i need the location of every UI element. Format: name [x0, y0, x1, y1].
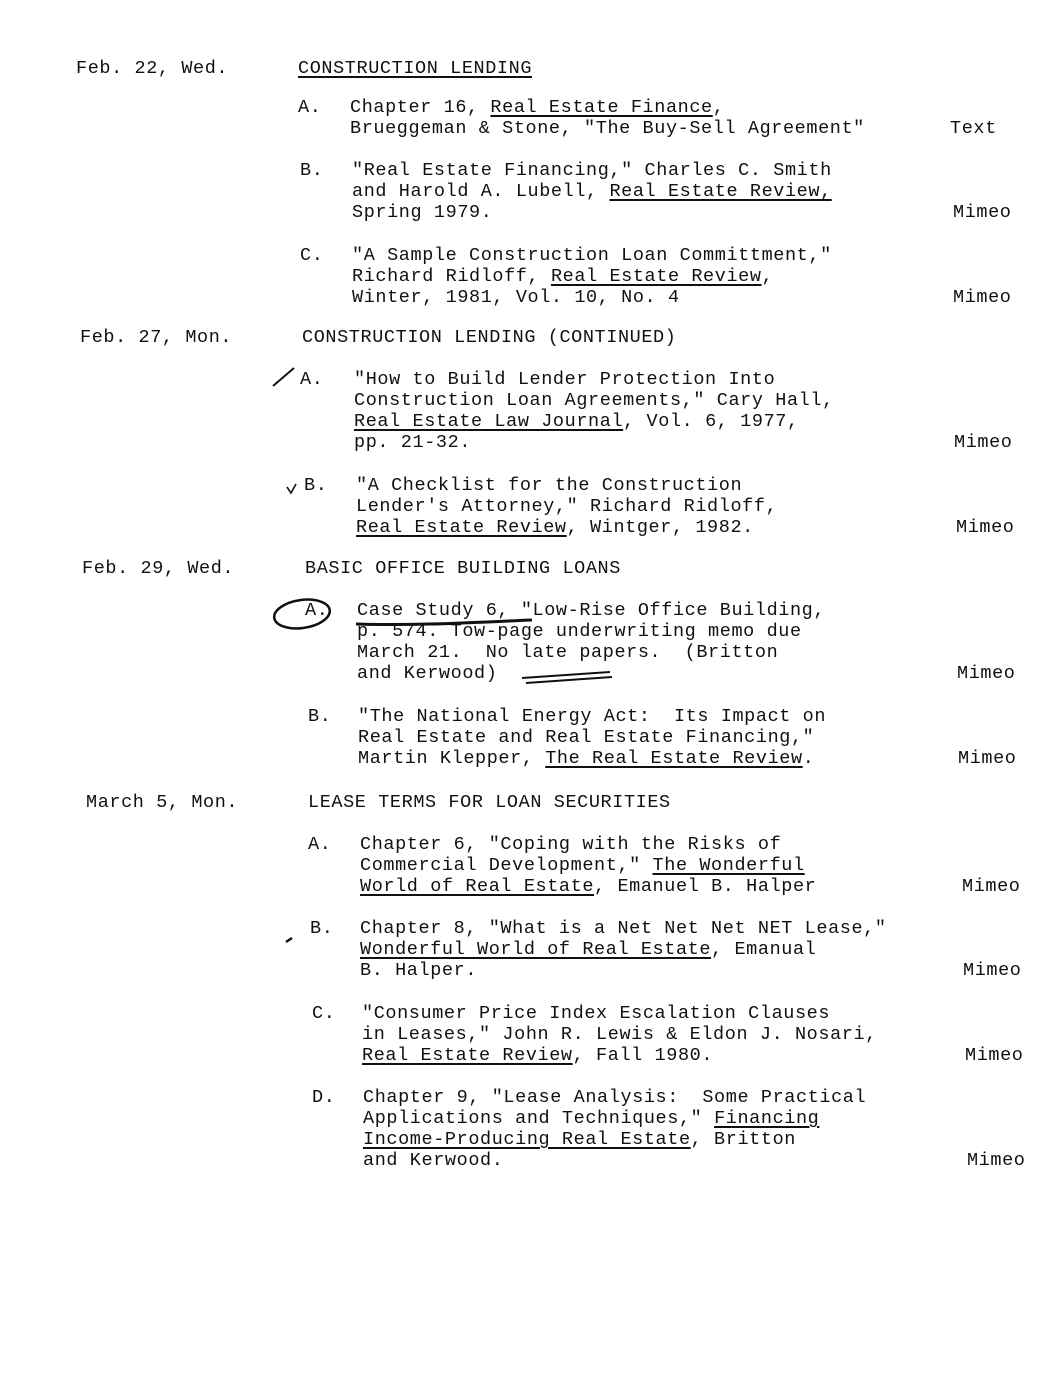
item-letter: D. [312, 1087, 336, 1108]
citation-text: and Harold A. Lubell, [352, 181, 610, 202]
source-type: Mimeo [965, 1045, 1024, 1066]
citation-line [360, 960, 477, 981]
citation-text: , [761, 266, 774, 287]
citation-line [352, 181, 832, 202]
source-type: Mimeo [962, 876, 1021, 897]
citation-title: Income-Producing Real Estate [363, 1129, 691, 1150]
citation-title: Real Estate Review [550, 266, 762, 287]
citation-text: Case Study 6, "Low-Rise Office Building, [357, 600, 826, 621]
citation-line [363, 1087, 866, 1108]
source-type: Mimeo [953, 202, 1012, 223]
citation-text: "A Checklist for the Construction [356, 475, 743, 496]
citation-line [358, 706, 826, 727]
citation-text: , Fall 1980. [572, 1045, 714, 1066]
source-type: Mimeo [956, 517, 1015, 538]
citation-line [360, 834, 781, 855]
citation-title: Real Estate Review, [609, 181, 832, 202]
source-type: Text [950, 118, 997, 139]
citation-line [362, 1003, 830, 1024]
citation-line [354, 411, 799, 432]
citation-text: . [802, 748, 815, 769]
citation-title: The Real Estate Review [545, 748, 803, 769]
citation-line [358, 727, 814, 748]
citation-text: and Kerwood) [357, 663, 498, 684]
citation-text: "Consumer Price Index Escalation Clauses [362, 1003, 831, 1024]
citation-text: in Leases," John R. Lewis & Eldon J. Nosari, [362, 1024, 877, 1045]
citation-line [356, 517, 754, 538]
citation-text: Construction Loan Agreements," Cary Hall, [354, 390, 834, 411]
item-letter: A. [300, 369, 324, 390]
source-type: Mimeo [954, 432, 1013, 453]
citation-text: Chapter 9, "Lease Analysis: Some Practical [363, 1087, 867, 1108]
source-type: Mimeo [957, 663, 1016, 684]
item-letter: B. [300, 160, 324, 181]
item-letter: B. [310, 918, 334, 939]
citation-line [352, 287, 680, 308]
item-letter: C. [300, 245, 324, 266]
item-letter: A. [298, 97, 322, 118]
citation-title: Real Estate Review [362, 1045, 573, 1066]
citation-line [357, 663, 497, 684]
session-topic: CONSTRUCTION LENDING (CONTINUED) [302, 327, 677, 348]
citation-text: "The National Energy Act: Its Impact on [358, 706, 827, 727]
source-type: Mimeo [958, 748, 1017, 769]
citation-text: , [712, 97, 725, 118]
citation-text: , Wintger, 1982. [566, 517, 754, 538]
citation-text: B. Halper. [360, 960, 478, 981]
citation-line [352, 266, 773, 287]
citation-text: Brueggeman & Stone, "The Buy-Sell Agreement" [350, 118, 865, 139]
citation-line [352, 160, 832, 181]
citation-line [360, 939, 816, 960]
session-date: Feb. 22, Wed. [76, 58, 229, 79]
item-letter: C. [312, 1003, 336, 1024]
citation-line [356, 475, 742, 496]
citation-title: Real Estate Law Journal [354, 411, 624, 432]
citation-title: Real Estate Finance [490, 97, 713, 118]
citation-line [362, 1024, 877, 1045]
citation-line [352, 245, 832, 266]
citation-line [357, 642, 778, 663]
citation-text: p. 574. Tow-page underwriting memo due [357, 621, 802, 642]
session-topic: LEASE TERMS FOR LOAN SECURITIES [308, 792, 671, 813]
citation-text: Applications and Techniques," [363, 1108, 715, 1129]
citation-text: , Britton [690, 1129, 796, 1150]
item-letter: B. [308, 706, 332, 727]
item-letter: A. [305, 600, 329, 621]
citation-line [357, 600, 825, 621]
citation-title: Real Estate Review [356, 517, 567, 538]
source-type: Mimeo [963, 960, 1022, 981]
citation-title: Financing [714, 1108, 820, 1129]
session-topic: BASIC OFFICE BUILDING LOANS [305, 558, 621, 579]
item-letter: B. [304, 475, 328, 496]
session-date: Feb. 27, Mon. [80, 327, 233, 348]
citation-text: Chapter 6, "Coping with the Risks of [360, 834, 782, 855]
citation-title: Wonderful World of Real Estate [360, 939, 712, 960]
citation-text: Richard Ridloff, [352, 266, 551, 287]
citation-text: Spring 1979. [352, 202, 493, 223]
source-type: Mimeo [953, 287, 1012, 308]
session-date: March 5, Mon. [86, 792, 239, 813]
citation-text: Chapter 16, [350, 97, 491, 118]
citation-line [363, 1108, 819, 1129]
citation-text: "How to Build Lender Protection Into [354, 369, 776, 390]
citation-line [360, 876, 816, 897]
citation-line [354, 369, 775, 390]
citation-text: Lender's Attorney," Richard Ridloff, [356, 496, 778, 517]
citation-text: March 21. No late papers. (Britton [357, 642, 779, 663]
session-topic: CONSTRUCTION LENDING [298, 58, 533, 79]
citation-line [362, 1045, 713, 1066]
citation-title: World of Real Estate [360, 876, 595, 897]
citation-line [360, 855, 805, 876]
citation-line [363, 1129, 796, 1150]
citation-text: Winter, 1981, Vol. 10, No. 4 [352, 287, 680, 308]
tick-mark [286, 938, 292, 942]
citation-text: Chapter 8, "What is a Net Net Net NET Lease," [360, 918, 887, 939]
citation-line [350, 118, 865, 139]
citation-line [354, 390, 834, 411]
citation-line [360, 918, 887, 939]
citation-text: pp. 21-32. [354, 432, 472, 453]
check-mark-small [287, 484, 296, 493]
citation-text: , Vol. 6, 1977, [623, 411, 799, 432]
citation-text: , Emanual [711, 939, 817, 960]
source-type: Mimeo [967, 1150, 1026, 1171]
citation-line [357, 621, 802, 642]
citation-text: and Kerwood. [363, 1150, 504, 1171]
item-letter: A. [308, 834, 332, 855]
citation-line [354, 432, 471, 453]
citation-line [363, 1150, 503, 1171]
citation-text: Real Estate and Real Estate Financing," [358, 727, 815, 748]
citation-text: Commercial Development," [360, 855, 653, 876]
check-mark-slash [273, 368, 294, 386]
citation-title: The Wonderful [652, 855, 805, 876]
citation-line [350, 97, 724, 118]
citation-line [352, 202, 492, 223]
citation-text: "Real Estate Financing," Charles C. Smith [352, 160, 832, 181]
citation-text: , Emanuel B. Halper [594, 876, 817, 897]
session-date: Feb. 29, Wed. [82, 558, 235, 579]
double-underline-mark [522, 672, 612, 683]
citation-text: Martin Klepper, [358, 748, 546, 769]
citation-line [358, 748, 814, 769]
citation-line [356, 496, 777, 517]
citation-text: "A Sample Construction Loan Committment," [352, 245, 832, 266]
